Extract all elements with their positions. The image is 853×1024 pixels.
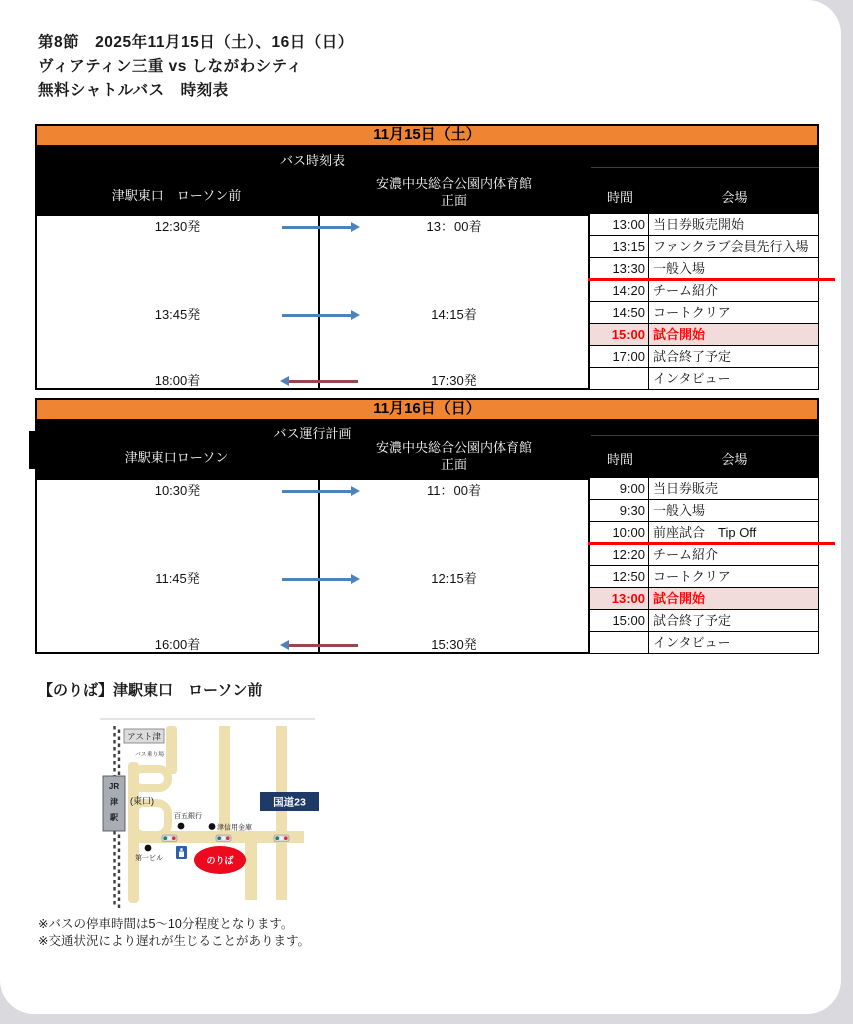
map-label-bank-hyakugo: 百五銀行 xyxy=(174,813,202,820)
schedule-row xyxy=(590,368,818,390)
column-header-arrival-stop xyxy=(320,175,588,209)
timetable-saturday xyxy=(35,124,819,390)
schedule-row xyxy=(590,522,818,544)
schedule-time: 14:20 xyxy=(590,280,649,301)
schedule-event: インタビュー xyxy=(653,635,731,650)
column-header-venue: 会場 xyxy=(721,190,748,205)
schedule-event: チーム紹介 xyxy=(653,283,719,298)
schedule-event: 一般入場 xyxy=(653,261,706,276)
map-label-east-exit: (東口) xyxy=(130,796,154,806)
schedule-row xyxy=(590,588,818,610)
title-block xyxy=(38,31,354,103)
schedule-event: チーム紹介 xyxy=(653,547,719,562)
column-header-departure-stop: 津駅東口 ローソン前 xyxy=(111,188,242,203)
bus-times-panel xyxy=(35,214,590,390)
schedule-time xyxy=(590,632,649,653)
boarding-point-heading: 【のりば】津駅東口 ローソン前 xyxy=(38,682,263,699)
table-header xyxy=(35,147,819,214)
bus-time-left: 18:00着 xyxy=(154,373,201,388)
schedule-event: 試合終了予定 xyxy=(653,349,732,364)
bus-panel-divider xyxy=(318,216,320,388)
map-label-bank-tsushinyo: 津信用金庫 xyxy=(217,824,252,832)
schedule-row xyxy=(590,478,818,500)
header-divider-line xyxy=(591,167,819,168)
schedule-row xyxy=(590,346,818,368)
schedule-time: 13:15 xyxy=(590,236,649,257)
schedule-row xyxy=(590,280,818,302)
schedule-row xyxy=(590,258,818,280)
bank-hyakugo-dot xyxy=(178,823,185,830)
header-divider-line xyxy=(591,435,819,436)
bus-time-left: 11:45発 xyxy=(155,571,200,586)
bus-row xyxy=(37,569,588,589)
arrival-stop-line1: 安濃中央総合公園内体育館 xyxy=(375,440,532,455)
column-header-venue: 会場 xyxy=(721,452,748,467)
column-header-time: 時間 xyxy=(606,452,633,467)
schedule-time: 15:00 xyxy=(590,324,649,345)
title-shuttle-bus: 無料シャトルバス 時刻表 xyxy=(38,82,229,99)
schedule-row xyxy=(590,324,818,346)
map-label-route-23: 国道23 xyxy=(273,796,306,809)
lawson-store-icon xyxy=(176,846,187,859)
footer-notes xyxy=(38,916,310,950)
schedule-time: 13:00 xyxy=(590,214,649,235)
bus-row xyxy=(37,481,588,501)
schedule-time: 9:30 xyxy=(590,500,649,521)
table-body xyxy=(35,214,819,390)
schedule-event: 試合終了予定 xyxy=(653,613,732,628)
arrival-stop-line1: 安濃中央総合公園内体育館 xyxy=(375,176,532,191)
timetable-sunday xyxy=(35,398,819,654)
bus-time-right: 17:30発 xyxy=(431,373,477,388)
schedule-time: 15:00 xyxy=(590,610,649,631)
schedule-row xyxy=(590,566,818,588)
schedule-event: コートクリア xyxy=(653,305,731,320)
bus-time-left: 12:30発 xyxy=(154,219,201,234)
bus-time-right: 12:15着 xyxy=(431,571,477,586)
map-label-bus-stop: バス乗り場 xyxy=(135,752,164,758)
schedule-row xyxy=(590,214,818,236)
bus-table-title: バス時刻表 xyxy=(279,153,345,168)
bus-time-right: 13：00着 xyxy=(426,219,482,234)
schedule-event: インタビュー xyxy=(653,371,731,386)
bus-time-right: 11：00着 xyxy=(427,483,481,498)
schedule-time: 17:00 xyxy=(590,346,649,367)
schedule-row xyxy=(590,236,818,258)
bus-row xyxy=(37,305,588,325)
bus-panel-divider xyxy=(318,480,320,652)
schedule-time: 12:20 xyxy=(590,544,649,565)
schedule-row xyxy=(590,500,818,522)
schedule-row xyxy=(590,632,818,654)
table-body xyxy=(35,478,819,654)
arrow-head-icon xyxy=(280,376,289,386)
daiichi-building-dot xyxy=(145,845,152,852)
schedule-event: 一般入場 xyxy=(653,503,706,518)
schedule-event: コートクリア xyxy=(653,569,731,584)
bus-row xyxy=(37,371,588,391)
schedule-event: ファンクラブ会員先行入場 xyxy=(653,239,809,254)
schedule-row xyxy=(590,610,818,632)
title-round-date: 第8節 2025年11月15日（土）、16日（日） xyxy=(38,34,354,51)
column-header-departure-stop: 津駅東口ローソン xyxy=(124,450,229,465)
schedule-event: 試合開始 xyxy=(653,327,706,342)
bus-row xyxy=(37,635,588,655)
schedule-time: 13:30 xyxy=(590,258,649,279)
arrival-stop-line2: 正面 xyxy=(440,193,467,208)
note-bus-stop-time: ※バスの停車時間は5～10分程度となります。 xyxy=(38,917,294,931)
schedule-time: 12:50 xyxy=(590,566,649,587)
date-header: 11月15日（土） xyxy=(35,124,819,147)
red-underline xyxy=(588,278,835,281)
schedule-time: 10:00 xyxy=(590,522,649,543)
schedule-event: 当日券販売開始 xyxy=(653,217,745,232)
event-schedule xyxy=(590,214,819,390)
arrow-head-icon xyxy=(280,640,289,650)
map-label-noriba: のりば xyxy=(206,855,234,866)
schedule-event: 前座試合 Tip Off xyxy=(653,525,757,540)
bus-times-panel xyxy=(35,478,590,654)
bus-time-left: 16:00着 xyxy=(154,637,201,652)
schedule-event: 試合開始 xyxy=(653,591,706,606)
table-header xyxy=(35,421,819,478)
bus-table-title: バス運行計画 xyxy=(273,426,352,441)
schedule-row xyxy=(590,302,818,324)
column-header-arrival-stop xyxy=(320,439,588,473)
bus-time-left: 10:30発 xyxy=(154,483,201,498)
map-label-station: JR 津駅 xyxy=(108,782,120,822)
bank-tsushinyo-dot xyxy=(209,823,216,830)
map-label-ast-tsu: アスト津 xyxy=(127,731,161,742)
schedule-time: 13:00 xyxy=(590,588,649,609)
bus-row xyxy=(37,217,588,237)
schedule-time: 14:50 xyxy=(590,302,649,323)
boarding-map xyxy=(75,712,325,927)
arrival-stop-line2: 正面 xyxy=(440,457,467,472)
bus-time-right: 15:30発 xyxy=(431,637,477,652)
column-header-time: 時間 xyxy=(606,190,633,205)
bus-time-right: 14:15着 xyxy=(431,307,477,322)
schedule-time: 9:00 xyxy=(590,478,649,499)
date-header: 11月16日（日） xyxy=(35,398,819,421)
schedule-event: 当日券販売 xyxy=(653,481,719,496)
event-schedule xyxy=(590,478,819,654)
title-matchup: ヴィアティン三重 vs しながわシティ xyxy=(38,58,303,75)
schedule-time xyxy=(590,368,649,389)
schedule-row xyxy=(590,544,818,566)
bus-time-left: 13:45発 xyxy=(154,307,201,322)
map-label-daiichi-building: 第一ビル xyxy=(135,855,163,862)
red-underline xyxy=(588,542,835,545)
note-traffic-delay: ※交通状況により遅れが生じることがあります。 xyxy=(38,934,310,948)
